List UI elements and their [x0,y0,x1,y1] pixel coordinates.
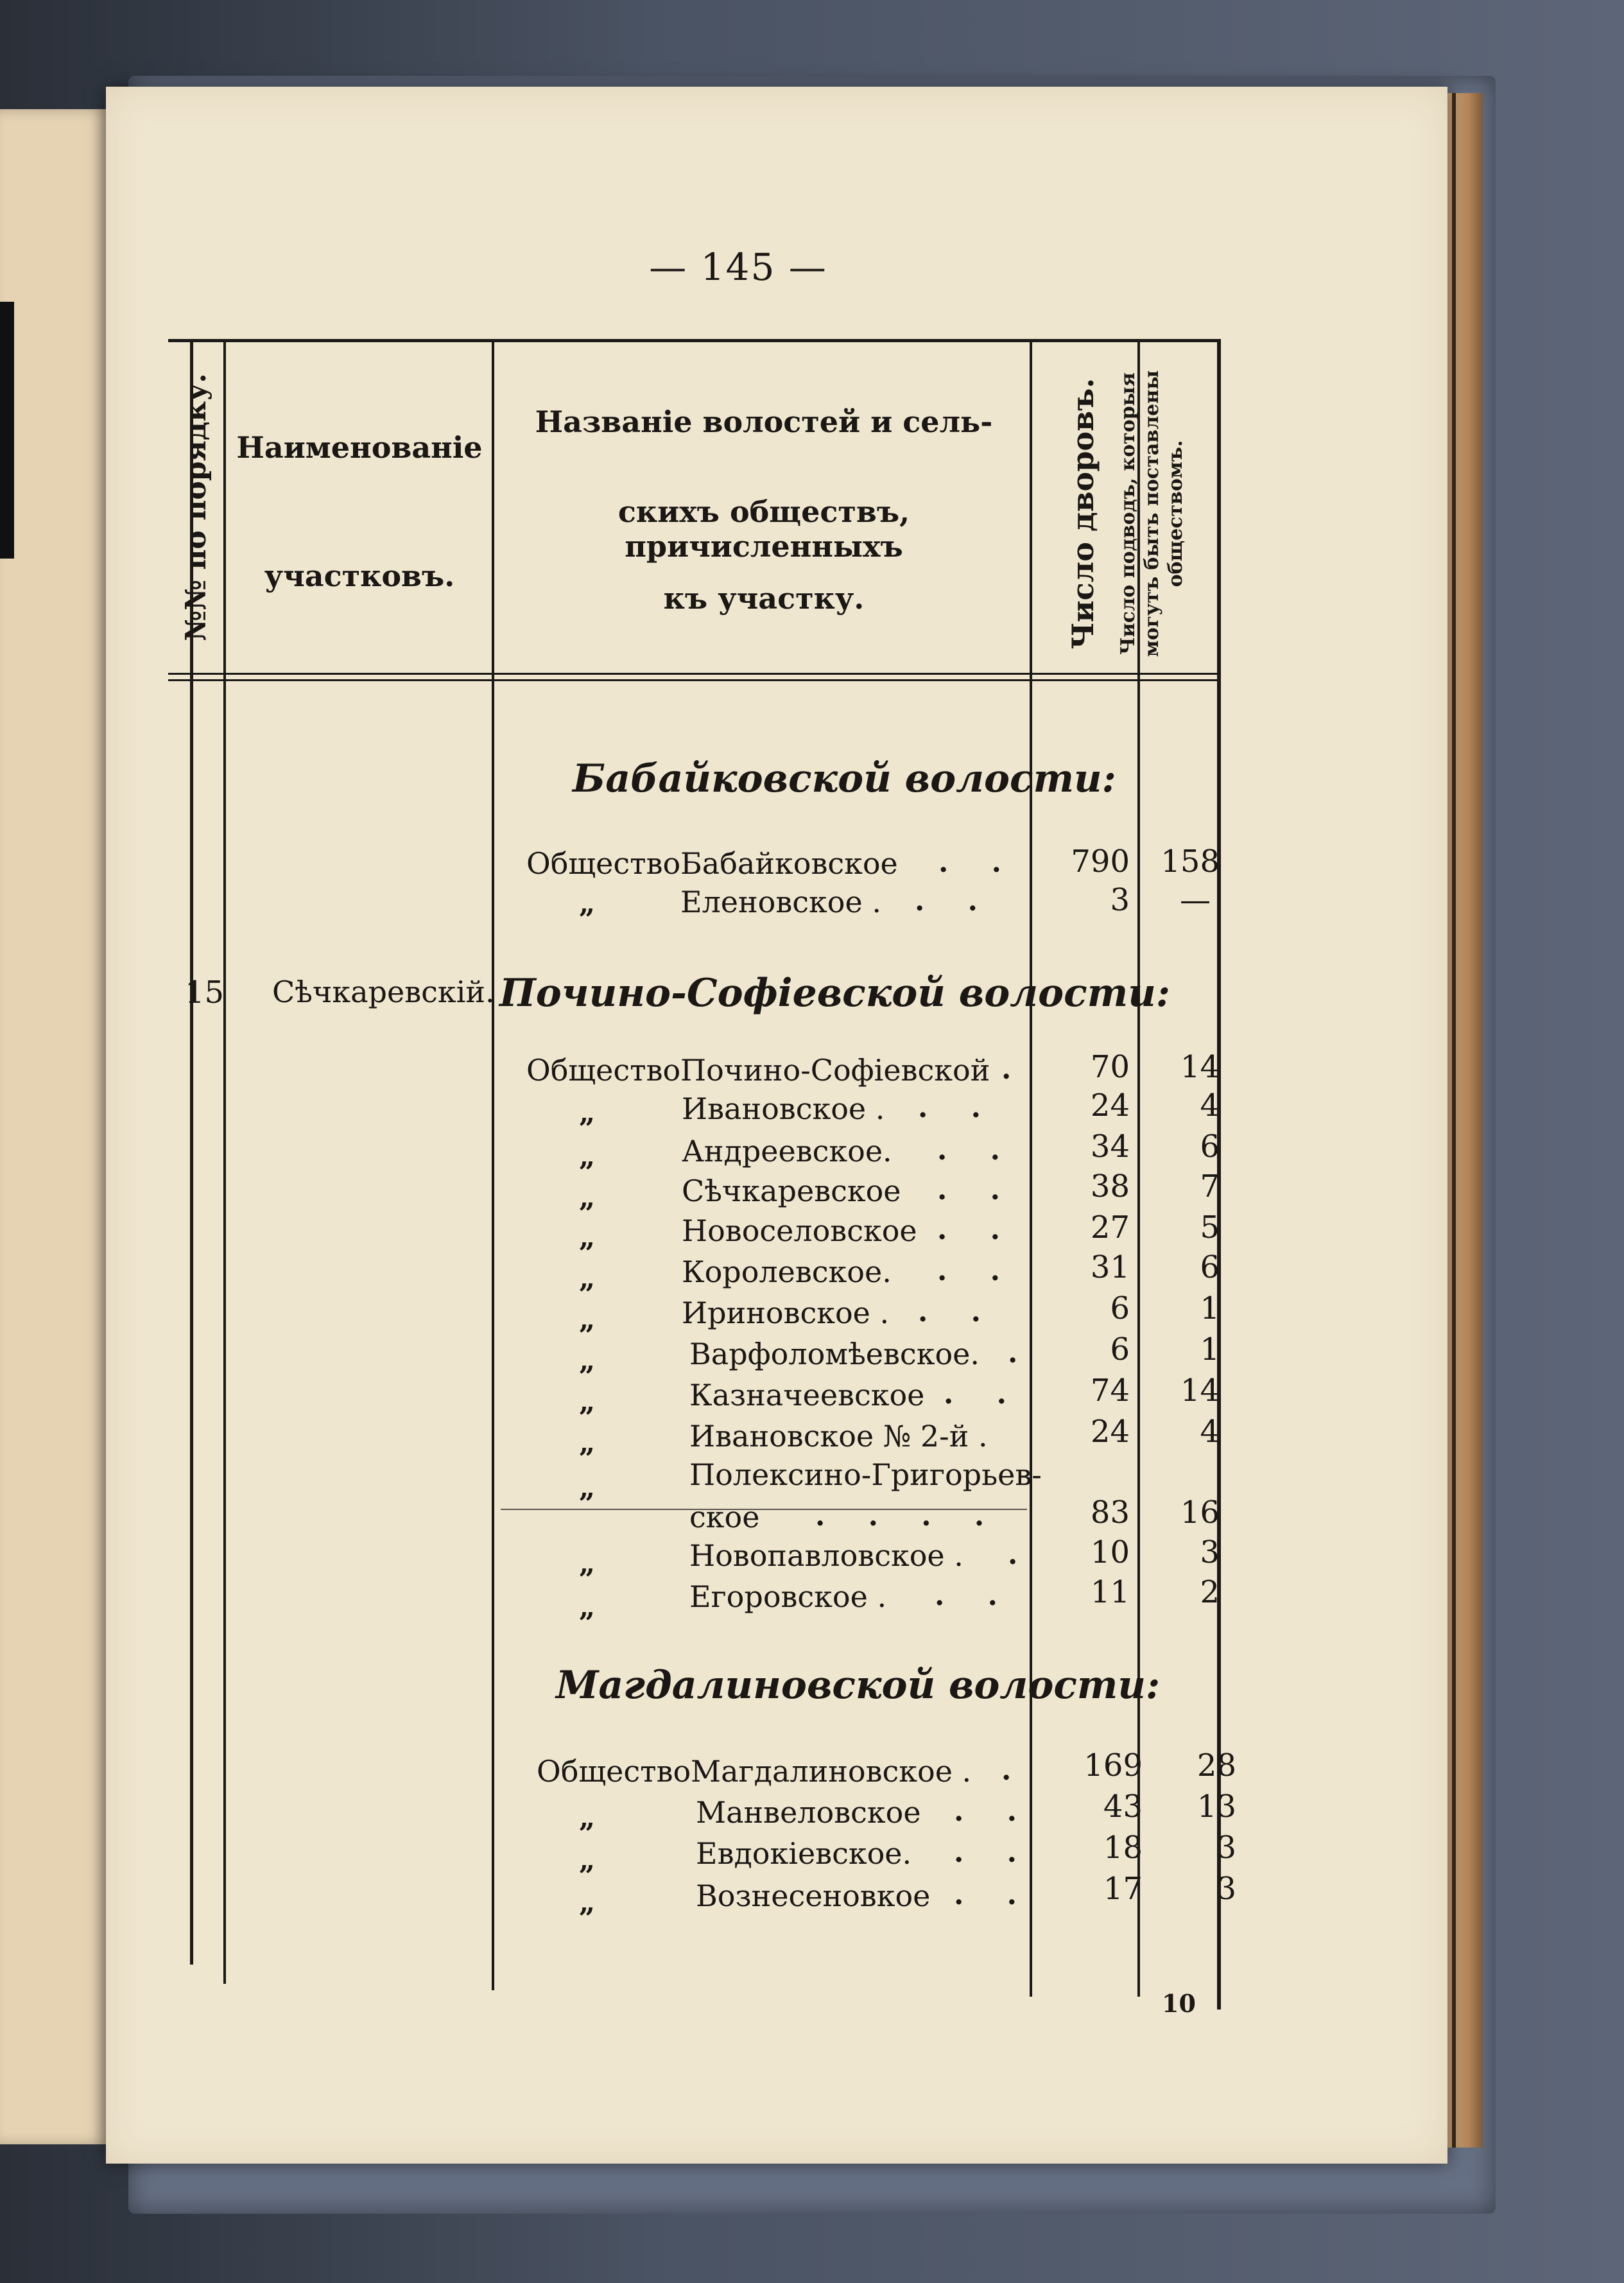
yards-value: 27 [1090,1210,1130,1246]
ditto-mark: „ [579,1886,596,1919]
society-name: ское [689,1500,760,1534]
yards-value: 18 [1103,1830,1143,1866]
leader-dots: . . [937,1213,1017,1246]
society-name: Ивановское . [682,1091,885,1126]
carts-value: — [1180,882,1211,918]
society-name: Ивановское № 2-й . [689,1419,988,1454]
volost-title: Бабайковской волости: [573,756,1116,801]
society-name: Почино-Софіевской [680,1053,990,1088]
society-name: Магдалиновское . [691,1754,972,1789]
society-name: Новоселовское [682,1213,917,1248]
leader-dots: . . [954,1879,1033,1911]
carts-value: 14 [1180,1049,1220,1085]
carts-value: 2 [1200,1574,1220,1610]
society-name: Бабайковское [680,846,898,881]
ditto-mark: „ [579,1591,596,1624]
society-name: Королевское. [682,1254,892,1289]
leader-dots: . . [918,1091,998,1124]
header-bottom-rule [168,673,1221,675]
ditto-mark: „ [579,1344,596,1377]
yards-value: 10 [1090,1534,1130,1570]
sheet-mark: 10 [1162,1989,1196,2018]
yards-value: 3 [1110,882,1130,918]
ditto-mark: „ [579,887,596,920]
carts-value: 4 [1200,1414,1220,1450]
leader-dots: . [1008,1337,1035,1369]
yards-value: 11 [1090,1574,1130,1610]
ditto-mark: „ [579,1427,596,1459]
leader-dots: . . [937,1174,1017,1206]
yards-value: 6 [1110,1290,1130,1326]
carts-value: 1 [1200,1290,1220,1326]
society-name: Казначеевское [689,1378,925,1412]
ditto-mark: „ [579,1385,596,1418]
society-name: Вознесеновкое [696,1879,931,1913]
yards-value: 34 [1090,1129,1130,1165]
page-number: — 145 — [649,245,827,289]
left-dark-edge [0,302,14,559]
leader-dots: . . . . [815,1500,1001,1532]
yards-value: 70 [1090,1049,1130,1085]
yards-value: 38 [1090,1168,1130,1204]
header-societies-line-1: Названіе волостей и сель- [535,404,993,439]
carts-value: 3 [1200,1534,1220,1570]
society-name: Ириновское . [682,1296,890,1330]
carts-value: 7 [1200,1168,1220,1204]
carts-value: 6 [1200,1129,1220,1165]
header-societies-line-2: скихъ обществъ, причисленныхъ [618,494,910,564]
carts-value: 5 [1200,1210,1220,1246]
yards-value: 17 [1103,1871,1143,1907]
header-top-rule [168,339,1221,342]
header-yards-column: Число дворовъ. [1066,378,1100,650]
yards-value: 6 [1110,1332,1130,1367]
yards-value: 790 [1071,844,1130,880]
leader-dots: . [1001,1053,1028,1086]
ditto-mark: „ [579,1221,596,1254]
ditto-mark: „ [579,1262,596,1295]
ditto-mark: „ [579,1801,596,1834]
page-block-line [1452,93,1456,2148]
carts-value: 6 [1200,1249,1220,1285]
yards-value: 43 [1103,1789,1143,1825]
left-page-edge [0,109,109,2144]
vline-no [223,340,226,1984]
society-name: Полексино-Григорьев- [689,1457,1042,1492]
ditto-mark: „ [579,1303,596,1336]
society-name: Манвеловское [696,1795,921,1830]
yards-value: 74 [1090,1373,1130,1409]
yards-value: 24 [1090,1088,1130,1124]
society-name: Сѣчкаревское [682,1174,901,1208]
society-prefix: Общество [537,1754,691,1789]
carts-value: 28 [1196,1748,1236,1784]
header-carts-line-3: обществомъ. [1164,440,1187,587]
header-carts-line-1: Число подводъ, которыя [1117,372,1139,655]
society-name: Еленовское . [680,885,881,919]
society-name: Варфоломѣевское. [689,1337,980,1371]
ditto-mark: „ [579,1547,596,1580]
leader-dots: . . [954,1795,1033,1828]
ditto-mark: „ [579,1097,596,1129]
header-district-line-2: участковъ. [264,559,455,593]
leader-dots: . [1008,1538,1035,1571]
leader-dots: . . [937,1134,1017,1167]
ditto-mark: „ [579,1844,596,1877]
header-societies-line-3: къ участку. [663,581,865,616]
yards-value: 24 [1090,1414,1130,1450]
vline-societies [1030,340,1032,1997]
leader-dots: . . [938,846,1018,879]
leader-dots: . . [935,1579,1014,1612]
leader-dots: . . [937,1254,1017,1287]
volost-title: Магдалиновской волости: [556,1663,1161,1708]
society-prefix: Общество [526,846,681,881]
society-name: Новопавловское . [689,1538,963,1573]
header-number-column: №№ по порядку. [180,373,212,641]
carts-value: 3 [1216,1871,1236,1907]
leader-dots: . . [944,1378,1023,1411]
society-name: Андреевское. [682,1134,892,1168]
carts-value: 13 [1196,1789,1236,1825]
leader-dots: . [1001,1754,1028,1787]
district-name: Сѣчкаревскій. [272,975,495,1009]
vline-district [492,340,494,1990]
leader-dots: . . [915,885,994,917]
header-district-line-1: Наименованіе [236,430,483,465]
carts-value: 16 [1180,1495,1220,1531]
carts-value: 1 [1200,1332,1220,1367]
header-bottom-rule-2 [168,679,1221,681]
leader-dots: . . [918,1296,998,1328]
yards-value: 31 [1090,1249,1130,1285]
yards-value: 83 [1090,1495,1130,1531]
carts-value: 3 [1216,1830,1236,1866]
carts-value: 4 [1200,1088,1220,1124]
district-number: 15 [185,975,225,1011]
ditto-mark: „ [579,1471,596,1504]
society-name: Евдокіевское. [696,1836,912,1871]
ditto-mark: „ [579,1181,596,1214]
society-prefix: Общество [526,1053,681,1088]
header-carts-line-2: могутъ быть поставлены [1141,370,1163,657]
society-name: Егоровское . [689,1579,887,1614]
ditto-mark: „ [579,1140,596,1173]
leader-dots: . . [954,1836,1033,1869]
carts-value: 14 [1180,1373,1220,1409]
volost-title: Почино-Софіевской волости: [499,971,1170,1016]
carts-value: 158 [1161,844,1220,880]
yards-value: 169 [1084,1748,1143,1784]
